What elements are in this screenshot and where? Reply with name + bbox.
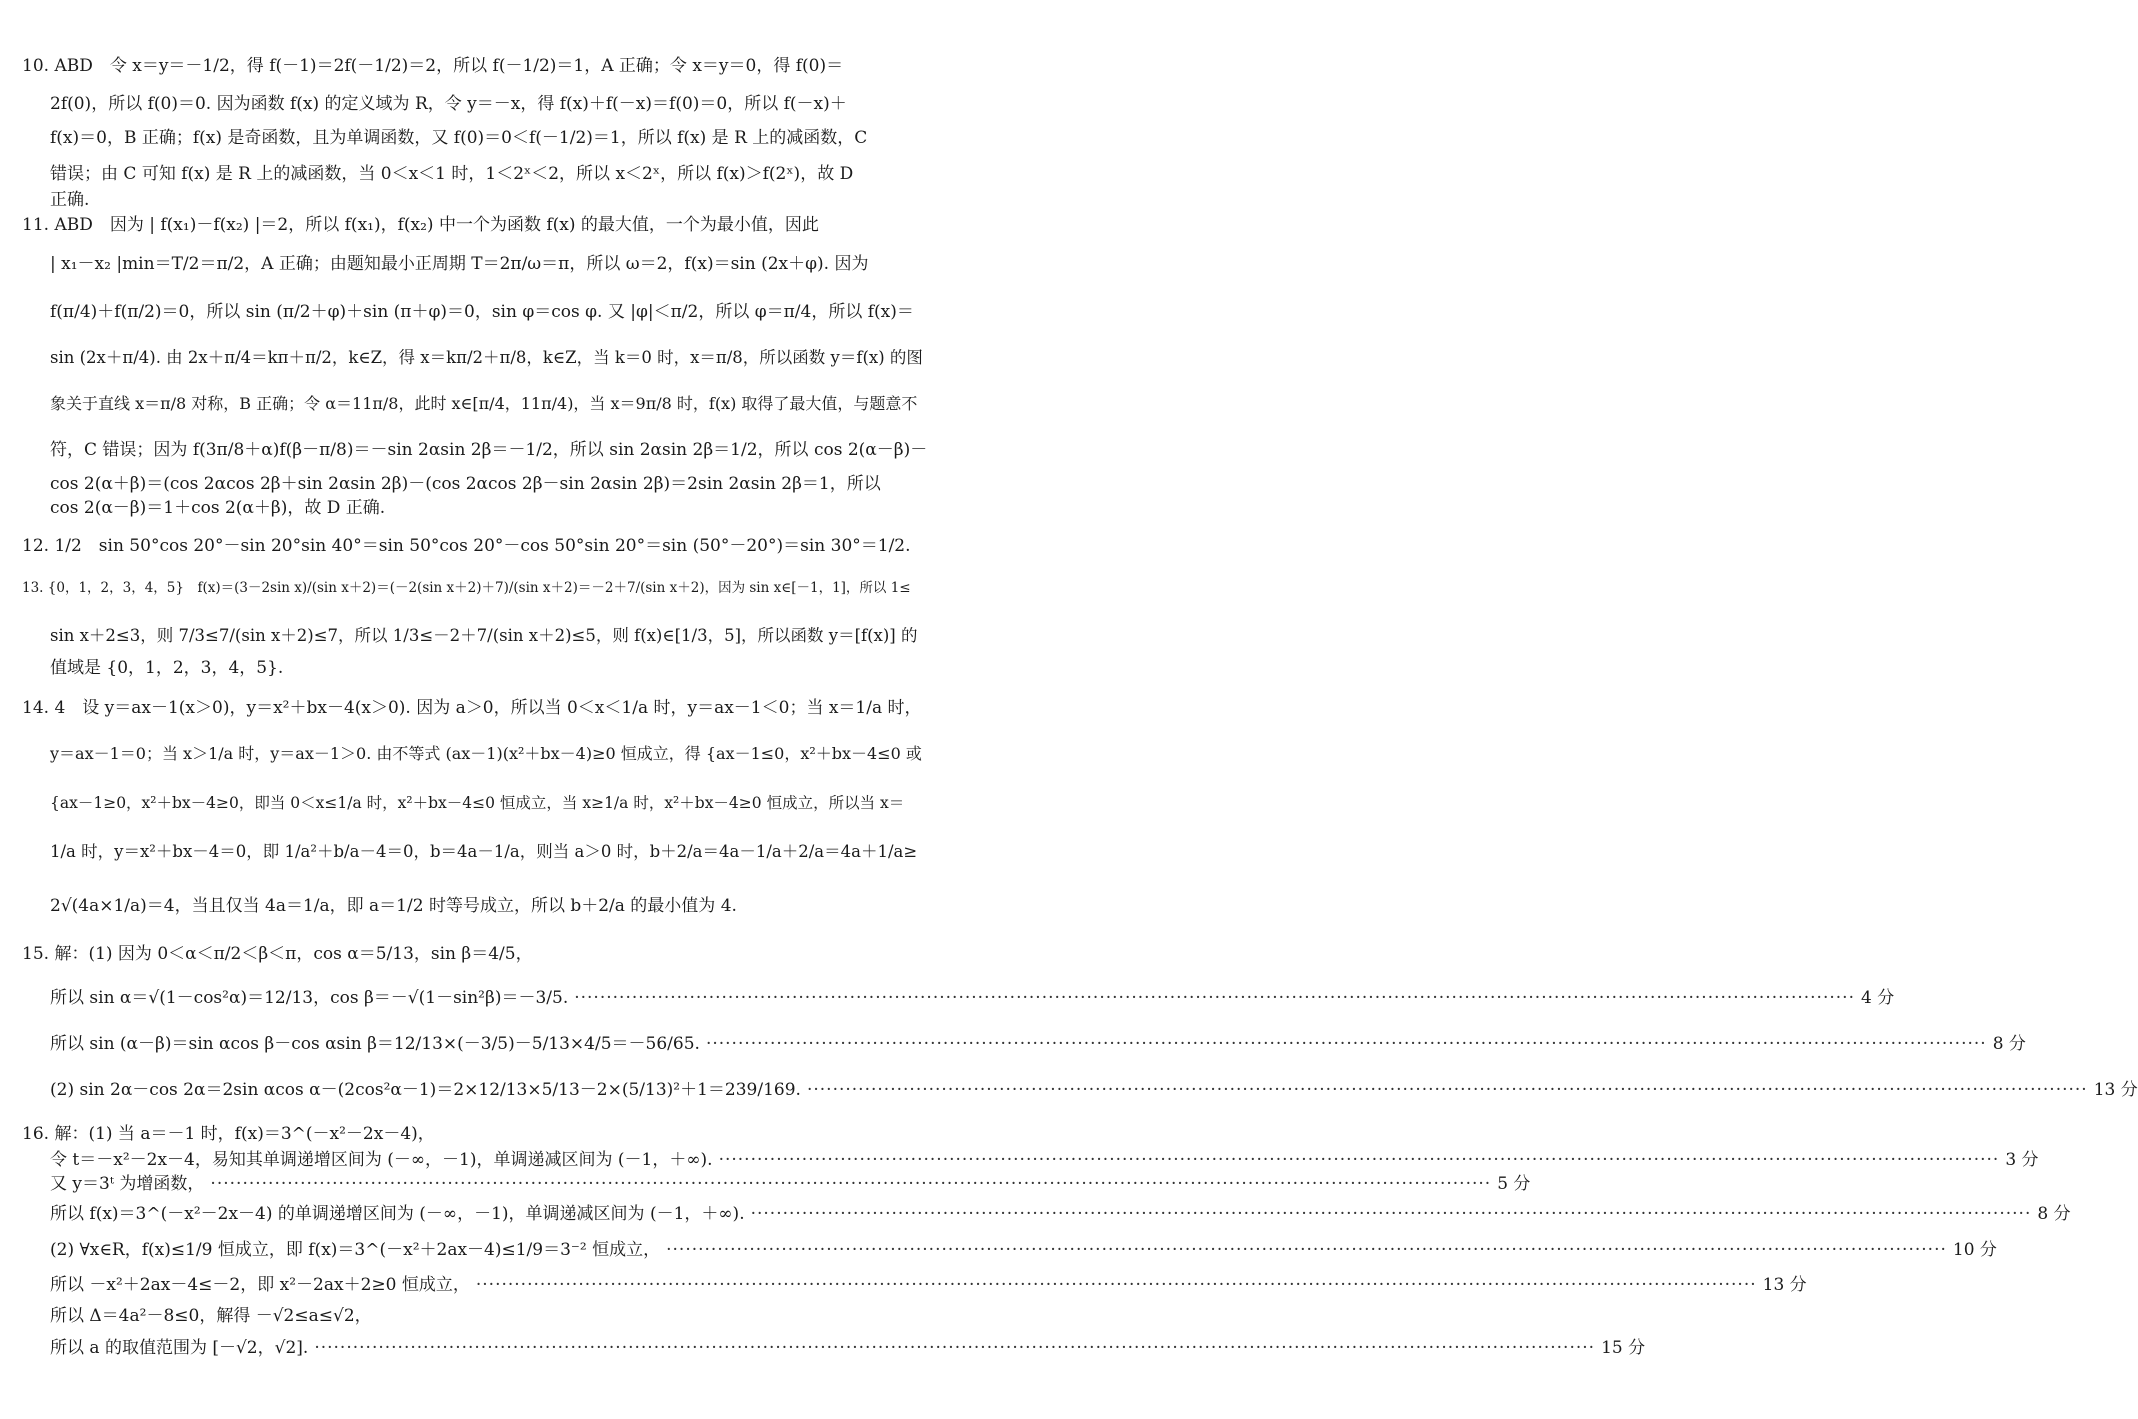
step-text: 令 t＝－x²－2x－4，易知其单调递增区间为 (－∞，－1)，单调递减区间为 (－1，＋∞). bbox=[50, 1150, 713, 1170]
dot-leader: ········································································································································································································ bbox=[210, 1174, 1492, 1194]
solution-text-line: 符，C 错误；因为 f(3π/8＋α)f(β－π/8)＝－sin 2αsin 2β＝－1/2，所以 sin 2αsin 2β＝1/2，所以 cos 2(α－β)－ bbox=[50, 440, 928, 460]
solution-text-line: cos 2(α＋β)＝(cos 2αcos 2β＋sin 2αsin 2β)－(cos 2αcos 2β－sin 2αsin 2β)＝2sin 2αsin 2β＝1，所以 bbox=[50, 474, 881, 494]
solution-text-line: 正确. bbox=[50, 190, 90, 210]
problem-heading-line: 15. 解：(1) 因为 0＜α＜π/2＜β＜π，cos α＝5/13，sin β＝4/5， bbox=[22, 944, 533, 964]
scored-step-line bbox=[50, 1204, 2071, 1225]
score-label: 10 分 bbox=[1952, 1240, 1997, 1260]
solution-text-line: 2√(4a×1/a)＝4，当且仅当 4a＝1/a，即 a＝1/2 时等号成立，所以 b＋2/a 的最小值为 4. bbox=[50, 896, 737, 916]
problem-heading-line: 12. 1/2 sin 50°cos 20°－sin 20°sin 40°＝sin 50°cos 20°－cos 50°sin 20°＝sin (50°－20°)＝sin 30°＝1/2. bbox=[22, 536, 911, 556]
score-label: 15 分 bbox=[1601, 1338, 1646, 1358]
step-text: (2) sin 2α－cos 2α＝2sin αcos α－(2cos²α－1)＝2×12/13×5/13－2×(5/13)²＋1＝239/169. bbox=[50, 1080, 801, 1100]
scored-step-line bbox=[50, 1338, 1646, 1359]
problem-heading-line: 13. {0，1，2，3，4，5} f(x)＝(3－2sin x)/(sin x＋2)＝(－2(sin x＋2)＋7)/(sin x＋2)＝－2＋7/(sin x＋2)，因为 sin x∈[－1，1]，所以 1≤ bbox=[22, 580, 911, 596]
scored-step-line bbox=[50, 1240, 1997, 1261]
scored-step-line bbox=[50, 988, 1895, 1009]
solution-text-line: | x₁－x₂ |min＝T/2＝π/2，A 正确；由题知最小正周期 T＝2π/ω＝π，所以 ω＝2，f(x)＝sin (2x＋φ). 因为 bbox=[50, 254, 869, 274]
solution-text-line: f(x)＝0，B 正确；f(x) 是奇函数，且为单调函数，又 f(0)＝0＜f(－1/2)＝1，所以 f(x) 是 R 上的减函数，C bbox=[50, 128, 868, 148]
scored-step-line bbox=[50, 1034, 2026, 1055]
dot-leader: ········································································································································································································ bbox=[666, 1240, 1947, 1260]
score-label: 13 分 bbox=[1762, 1275, 1807, 1295]
solution-text-line: 象关于直线 x＝π/8 对称，B 正确；令 α＝11π/8，此时 x∈[π/4，11π/4)，当 x＝9π/8 时，f(x) 取得了最大值，与题意不 bbox=[50, 394, 918, 413]
scored-step-line bbox=[50, 1275, 1807, 1296]
score-label: 4 分 bbox=[1860, 988, 1895, 1008]
dot-leader: ········································································································································································································ bbox=[718, 1150, 2000, 1170]
problem-heading-line: 11. ABD 因为 | f(x₁)－f(x₂) |＝2，所以 f(x₁)，f(x₂) 中一个为函数 f(x) 的最大值，一个为最小值，因此 bbox=[22, 215, 819, 235]
solution-text-line: {ax－1≥0，x²＋bx－4≥0，即当 0＜x≤1/a 时，x²＋bx－4≤0 恒成立，当 x≥1/a 时，x²＋bx－4≥0 恒成立，所以当 x＝ bbox=[50, 794, 905, 812]
step-text: 所以 sin (α－β)＝sin αcos β－cos αsin β＝12/13×(－3/5)－5/13×4/5＝－56/65. bbox=[50, 1034, 700, 1054]
step-text: 所以 f(x)＝3^(－x²－2x－4) 的单调递增区间为 (－∞，－1)，单调递减区间为 (－1，＋∞). bbox=[50, 1204, 745, 1224]
scored-step-line bbox=[50, 1150, 2039, 1171]
solution-text-line: y＝ax－1＝0；当 x＞1/a 时，y＝ax－1＞0. 由不等式 (ax－1)(x²＋bx－4)≥0 恒成立，得 {ax－1≤0，x²＋bx－4≤0 或 bbox=[50, 744, 922, 763]
solution-text-line: 1/a 时，y＝x²＋bx－4＝0，即 1/a²＋b/a－4＝0，b＝4a－1/a，则当 a＞0 时，b＋2/a＝4a－1/a＋2/a＝4a＋1/a≥ bbox=[50, 842, 918, 861]
score-label: 8 分 bbox=[2037, 1204, 2071, 1224]
scored-step-line bbox=[50, 1174, 1531, 1195]
dot-leader: ········································································································································································································ bbox=[475, 1275, 1757, 1295]
dot-leader: ········································································································································································································ bbox=[574, 988, 1855, 1008]
problem-heading-line: 16. 解：(1) 当 a＝－1 时，f(x)＝3^(－x²－2x－4)， bbox=[22, 1124, 435, 1144]
dot-leader: ········································································································································································································ bbox=[750, 1204, 2032, 1224]
dot-leader: ········································································································································································································ bbox=[705, 1034, 1987, 1054]
score-label: 3 分 bbox=[2005, 1150, 2039, 1170]
scored-step-line bbox=[50, 1080, 2138, 1101]
step-text: 所以 sin α＝√(1－cos²α)＝12/13，cos β＝－√(1－sin²β)＝－3/5. bbox=[50, 988, 569, 1008]
score-label: 13 分 bbox=[2093, 1080, 2138, 1100]
step-text: 又 y＝3ᵗ 为增函数， bbox=[50, 1174, 205, 1194]
solution-text-line: f(π/4)＋f(π/2)＝0，所以 sin (π/2＋φ)＋sin (π＋φ)＝0，sin φ＝cos φ. 又 |φ|＜π/2，所以 φ＝π/4，所以 f(x)＝ bbox=[50, 302, 914, 322]
dot-leader: ········································································································································································································ bbox=[314, 1338, 1596, 1358]
solution-text-line: 值域是 {0，1，2，3，4，5}. bbox=[50, 658, 284, 678]
solution-text-line: 所以 Δ＝4a²－8≤0，解得 －√2≤a≤√2， bbox=[50, 1306, 372, 1326]
step-text: (2) ∀x∈R，f(x)≤1/9 恒成立，即 f(x)＝3^(－x²＋2ax－4)≤1/9＝3⁻² 恒成立， bbox=[50, 1240, 661, 1260]
dot-leader: ········································································································································································································ bbox=[806, 1080, 2088, 1100]
solution-text-line: 2f(0)，所以 f(0)＝0. 因为函数 f(x) 的定义域为 R，令 y＝－x，得 f(x)＋f(－x)＝f(0)＝0，所以 f(－x)＋ bbox=[50, 94, 847, 114]
step-text: 所以 a 的取值范围为 [－√2，√2]. bbox=[50, 1338, 309, 1358]
solution-text-line: 错误；由 C 可知 f(x) 是 R 上的减函数，当 0＜x＜1 时，1＜2ˣ＜2，所以 x＜2ˣ，所以 f(x)＞f(2ˣ)，故 D bbox=[50, 164, 854, 184]
score-label: 5 分 bbox=[1497, 1174, 1531, 1194]
score-label: 8 分 bbox=[1992, 1034, 2026, 1054]
solution-text-line: sin (2x＋π/4). 由 2x＋π/4＝kπ＋π/2，k∈Z，得 x＝kπ/2＋π/8，k∈Z，当 k＝0 时，x＝π/8，所以函数 y＝f(x) 的图 bbox=[50, 348, 923, 367]
step-text: 所以 －x²＋2ax－4≤－2，即 x²－2ax＋2≥0 恒成立， bbox=[50, 1275, 470, 1295]
problem-heading-line: 14. 4 设 y＝ax－1(x＞0)，y＝x²＋bx－4(x＞0). 因为 a＞0，所以当 0＜x＜1/a 时，y＝ax－1＜0；当 x＝1/a 时， bbox=[22, 698, 922, 718]
solution-text-line: cos 2(α－β)＝1＋cos 2(α＋β)，故 D 正确. bbox=[50, 498, 386, 518]
problem-heading-line: 10. ABD 令 x＝y＝－1/2，得 f(－1)＝2f(－1/2)＝2，所以 f(－1/2)＝1，A 正确；令 x＝y＝0，得 f(0)＝ bbox=[22, 56, 844, 76]
solution-text-line: sin x＋2≤3，则 7/3≤7/(sin x＋2)≤7，所以 1/3≤－2＋7/(sin x＋2)≤5，则 f(x)∈[1/3，5]，所以函数 y＝[f(x)] 的 bbox=[50, 626, 918, 645]
